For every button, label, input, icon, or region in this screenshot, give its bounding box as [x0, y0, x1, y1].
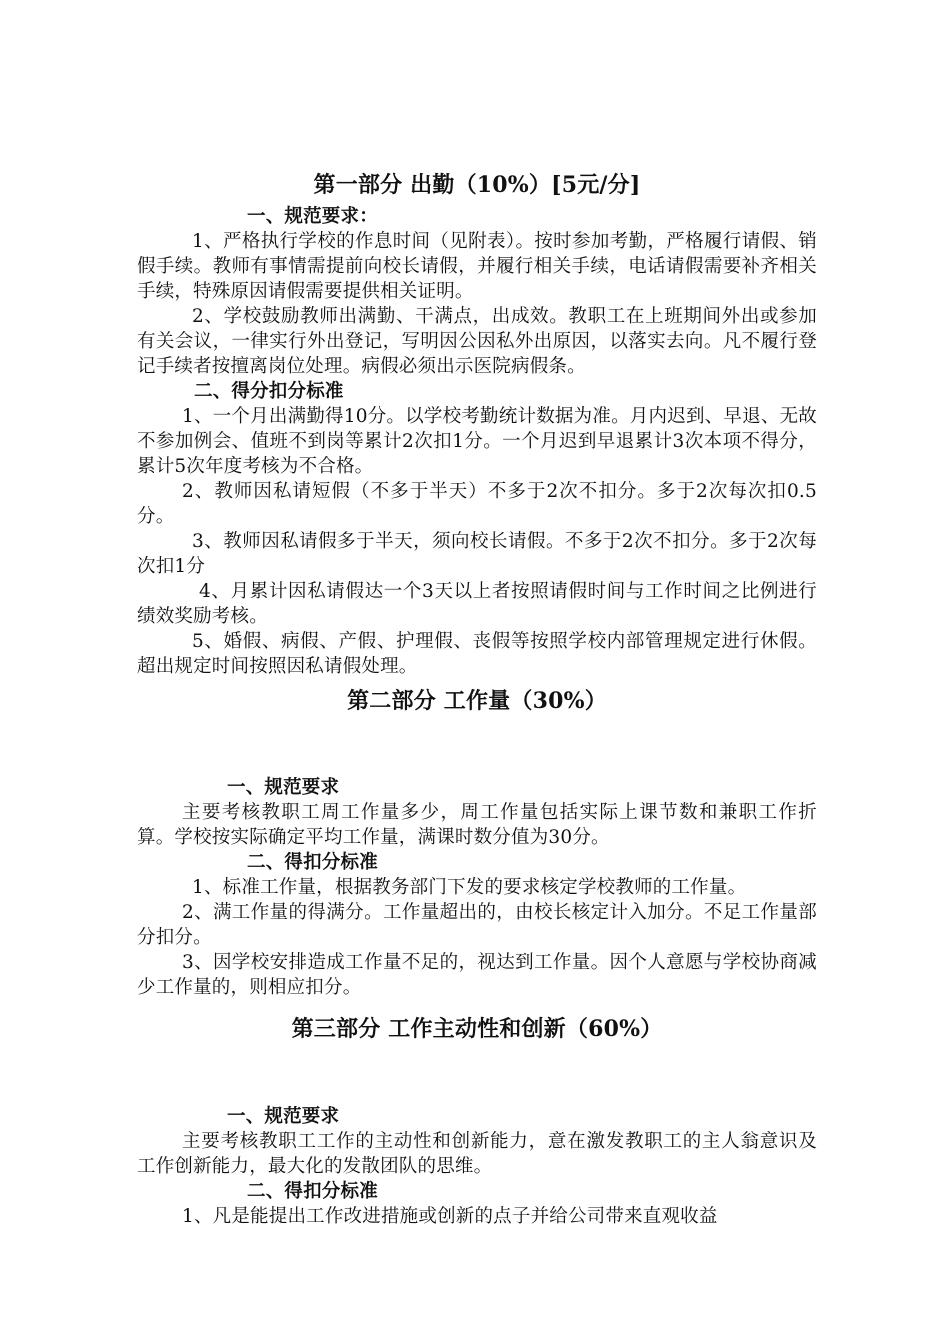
section-1-para-1: 1、严格执行学校的作息时间（见附表）。按时参加考勤，严格履行请假、销假手续。教师有事情需提前向校长请假，并履行相关手续，电话请假需要补齐相关手续，特殊原因请假需要提供相关证明。 [137, 231, 817, 302]
section-2-heading-requirements: 一、规范要求 [227, 777, 340, 798]
section-3-heading-scoring: 二、得扣分标准 [247, 1181, 378, 1202]
section-3-heading-requirements: 一、规范要求 [227, 1106, 340, 1127]
section-2-title: 第二部分 工作量（30%） [347, 688, 607, 714]
section-1-para-3: 1、一个月出满勤得10分。以学校考勤统计数据为准。月内迟到、早退、无故不参加例会、值班不到岗等累计2次扣1分。一个月迟到早退累计3次本项不得分，累计5次年度考核为不合格。 [137, 406, 817, 477]
section-1-para-6: 4、月累计因私请假达一个3天以上者按照请假时间与工作时间之比例进行绩效奖励考核。 [137, 581, 817, 627]
section-2-heading-scoring: 二、得扣分标准 [247, 852, 378, 873]
section-1-para-5: 3、教师因私请假多于半天，须向校长请假。不多于2次不扣分。多于2次每次扣1分 [137, 531, 817, 577]
section-2-para-3: 2、满工作量的得满分。工作量超出的，由校长核定计入加分。不足工作量部分扣分。 [137, 902, 817, 948]
section-1-heading-scoring: 二、得分扣分标准 [194, 381, 344, 402]
section-2-para-4: 3、因学校安排造成工作量不足的，视达到工作量。因个人意愿与学校协商减少工作量的，则相应扣分。 [137, 952, 817, 998]
document-body [137, 168, 817, 1229]
section-3-title: 第三部分 工作主动性和创新（60%） [291, 1016, 663, 1042]
section-3-para-2: 1、凡是能提出工作改进措施或创新的点子并给公司带来直观收益 [182, 1206, 718, 1227]
section-1-para-2: 2、学校鼓励教师出满勤、干满点，出成效。教职工在上班期间外出或参加有关会议，一律实行外出登记，写明因公因私外出原因，以落实去向。凡不履行登记手续者按擅离岗位处理。病假必须出示医院病假条。 [137, 306, 817, 377]
section-1-para-4: 2、教师因私请短假（不多于半天）不多于2次不扣分。多于2次每次扣0.5分。 [137, 481, 817, 527]
section-1-para-7: 5、婚假、病假、产假、护理假、丧假等按照学校内部管理规定进行休假。超出规定时间按照因私请假处理。 [137, 631, 817, 677]
section-1-title: 第一部分 出勤（10%）[5元/分] [313, 172, 641, 198]
section-1-heading-requirements: 一、规范要求： [247, 206, 378, 227]
section-2-para-2: 1、标准工作量，根据教务部门下发的要求核定学校教师的工作量。 [192, 877, 747, 898]
section-3-para-1: 主要考核教职工工作的主动性和创新能力，意在激发教职工的主人翁意识及工作创新能力，最大化的发散团队的思维。 [137, 1131, 817, 1177]
section-2-para-1: 主要考核教职工周工作量多少，周工作量包括实际上课节数和兼职工作折算。学校按实际确定平均工作量，满课时数分值为30分。 [137, 802, 817, 848]
